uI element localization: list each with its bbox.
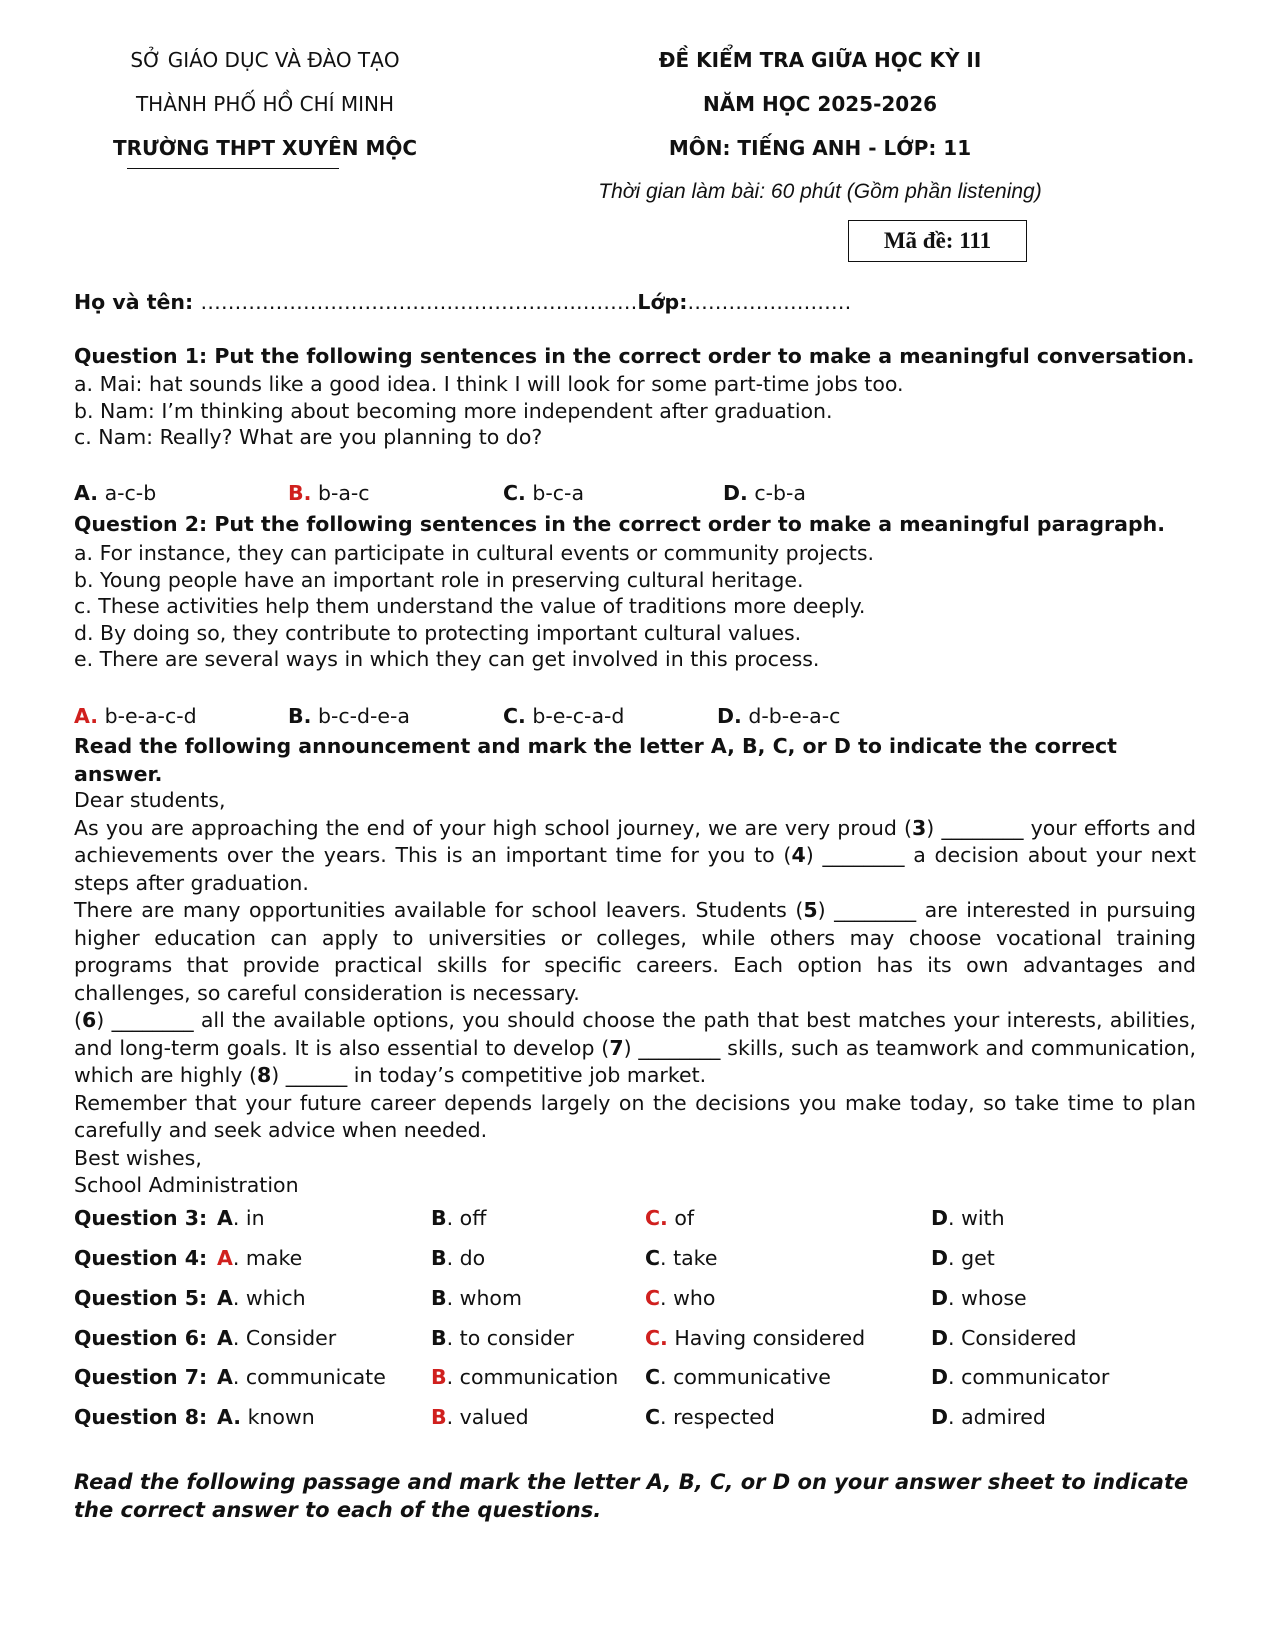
option-text: . communicative [660, 1365, 831, 1389]
option-letter: B [431, 1206, 447, 1230]
option-letter: D [931, 1326, 949, 1350]
q2-option-d[interactable] [717, 704, 840, 728]
option-c[interactable] [645, 1206, 694, 1230]
option-text: b-e-a-c-d [98, 704, 197, 728]
option-text: . off [446, 1206, 487, 1230]
closing: Best wishes, [74, 1145, 202, 1170]
question-label: Question 6: [74, 1326, 208, 1350]
exam-title: ĐỀ KIỂM TRA GIỮA HỌC KỲ II [658, 48, 982, 72]
time-note: Thời gian làm bài: 60 phút (Gồm phần listening) [598, 180, 1042, 203]
question-row-3 [74, 1206, 1234, 1236]
blank-number-8: 8 [256, 1063, 272, 1087]
option-text: . do [446, 1246, 486, 1270]
option-a[interactable] [217, 1405, 315, 1429]
option-a[interactable] [217, 1286, 306, 1310]
option-text: b-c-a [525, 481, 585, 505]
option-b[interactable] [431, 1246, 485, 1270]
option-d[interactable] [931, 1326, 1077, 1350]
announcement-instruction: Read the following announcement and mark the letter A, B, C, or D to indicate the correct answer. [74, 734, 1117, 786]
option-letter: D. [723, 481, 748, 505]
question-row-8 [74, 1405, 1234, 1435]
option-letter: D. [717, 704, 742, 728]
question-label: Question 3: [74, 1206, 208, 1230]
option-letter-correct: A. [74, 704, 99, 728]
q1-line-b: b. Nam: I’m thinking about becoming more independent after graduation. [74, 399, 833, 423]
option-text: . make [232, 1246, 303, 1270]
q2-line-a: a. For instance, they can participate in cultural events or community projects. [74, 541, 875, 565]
question-label: Question 8: [74, 1405, 208, 1429]
option-text: . get [948, 1246, 995, 1270]
option-letter: B [431, 1286, 447, 1310]
option-c[interactable] [645, 1405, 775, 1429]
school-underline [127, 168, 339, 169]
option-letter: C. [645, 1326, 668, 1350]
blank-number-4: 4 [791, 843, 806, 867]
option-letter: D [931, 1405, 949, 1429]
option-letter: A [217, 1326, 233, 1350]
option-text: . respected [660, 1405, 775, 1429]
option-text: . Consider [232, 1326, 337, 1350]
option-letter: B. [288, 704, 312, 728]
q2-title: Question 2: Put the following sentences in the correct order to make a meaningful paragraph. [74, 512, 1166, 536]
option-letter: D [931, 1286, 949, 1310]
name-blank[interactable]: ……………………………………………….……… [200, 290, 638, 314]
option-b[interactable] [431, 1206, 486, 1230]
q1-title: Question 1: Put the following sentences in the correct order to make a meaningful conversation. [74, 344, 1195, 368]
q2-line-b: b. Young people have an important role in preserving cultural heritage. [74, 568, 804, 592]
option-letter: D [931, 1206, 949, 1230]
option-letter: C [645, 1365, 661, 1389]
department-name: SỞ GIÁO DỤC VÀ ĐÀO TẠO [130, 48, 400, 72]
signature: School Administration [74, 1173, 299, 1197]
q2-option-c[interactable] [503, 704, 624, 728]
option-text: . who [660, 1286, 716, 1310]
option-letter: A [217, 1286, 233, 1310]
blank-number-7: 7 [609, 1035, 624, 1060]
question-row-4 [74, 1246, 1234, 1276]
option-text: . whose [948, 1286, 1027, 1310]
option-d[interactable] [931, 1405, 1046, 1429]
q1-option-b[interactable] [288, 481, 370, 505]
class-label: Lớp: [637, 290, 688, 314]
option-text: . communicate [232, 1365, 386, 1389]
option-text: . communication [446, 1365, 619, 1389]
blank-number-5: 5 [803, 898, 818, 922]
option-text: . whom [446, 1286, 522, 1310]
option-text: b-e-c-a-d [525, 704, 625, 728]
q1-option-d[interactable] [723, 481, 806, 505]
city-name: THÀNH PHỐ HỒ CHÍ MINH [135, 92, 395, 116]
school-name: TRƯỜNG THPT XUYÊN MỘC [112, 136, 418, 160]
student-info-line [74, 290, 851, 314]
option-letter-correct: B. [288, 481, 312, 505]
passage-instruction: Read the following passage and mark the letter A, B, C, or D on your answer sheet to indicate the correct answer to each of the questions. [74, 1470, 1189, 1522]
q1-option-a[interactable] [74, 481, 156, 505]
option-text: known [241, 1405, 315, 1429]
option-text: b-a-c [311, 481, 370, 505]
option-b[interactable] [431, 1286, 522, 1310]
paragraph-3: (6) ________ all the available options, you should choose the path that best matches your interests, abilities, and long-term goals. It is also essential to develop (7) ________ skills, such as teamwork and communication, which are highly (8) ______ in today’s competitive job market. [74, 1008, 1196, 1087]
option-letter: B [431, 1405, 447, 1429]
option-text: Having considered [667, 1326, 866, 1350]
option-c[interactable] [645, 1286, 715, 1310]
option-text: . in [232, 1206, 265, 1230]
option-c[interactable] [645, 1326, 865, 1350]
option-text: . take [660, 1246, 718, 1270]
option-letter: B [431, 1246, 447, 1270]
option-b[interactable] [431, 1326, 574, 1350]
option-a[interactable] [217, 1206, 265, 1230]
option-letter: C [645, 1405, 661, 1429]
blank-number-3: 3 [912, 815, 927, 840]
option-letter: B [431, 1365, 447, 1389]
option-c[interactable] [645, 1365, 831, 1389]
option-text: d-b-e-a-c [741, 704, 841, 728]
exam-code-box: Mã đề: 111 [848, 220, 1027, 262]
paragraph-2: There are many opportunities available for school leavers. Students (5) ________ are interested in pursuing higher education can apply to universities or colleges, while others may choose vocational training programs that provide practical skills for specific careers. Each option has its own advantages and challenges, so careful consideration is necessary. [74, 898, 1197, 1005]
option-text: . admired [948, 1405, 1046, 1429]
q2-line-e: e. There are several ways in which they can get involved in this process. [74, 647, 820, 671]
subject-grade: MÔN: TIẾNG ANH - LỚP: 11 [668, 136, 972, 160]
option-text: . to consider [446, 1326, 575, 1350]
question-row-6 [74, 1326, 1234, 1356]
option-b[interactable] [431, 1365, 618, 1389]
option-text: . Considered [948, 1326, 1077, 1350]
option-letter: A [217, 1206, 233, 1230]
paragraph-1: As you are approaching the end of your high school journey, we are very proud (3) ________ your efforts and achievements over the years. This is an important time for you to (4) ________ a decision about your next steps after graduation. [74, 815, 1197, 895]
option-text: of [667, 1206, 695, 1230]
option-letter: C. [503, 704, 526, 728]
school-year: NĂM HỌC 2025-2026 [702, 92, 938, 116]
option-text: . with [948, 1206, 1005, 1230]
option-c[interactable] [645, 1246, 717, 1270]
q2-line-d: d. By doing so, they contribute to protecting important cultural values. [74, 621, 802, 645]
option-text: b-c-d-e-a [311, 704, 410, 728]
option-letter: C. [645, 1206, 668, 1230]
option-text: c-b-a [747, 481, 806, 505]
option-text: . which [232, 1286, 306, 1310]
q1-option-c[interactable] [503, 481, 584, 505]
blank-number-6: 6 [82, 1008, 97, 1032]
announcement-body [74, 787, 1196, 1200]
question-label: Question 4: [74, 1246, 208, 1270]
option-letter: A [217, 1246, 233, 1270]
class-blank[interactable]: …………………… [687, 290, 852, 314]
option-letter: C [645, 1246, 661, 1270]
option-d[interactable] [931, 1206, 1005, 1230]
q2-option-a[interactable] [74, 704, 197, 728]
q2-option-b[interactable] [288, 704, 410, 728]
option-d[interactable] [931, 1365, 1109, 1389]
option-letter: A. [74, 481, 99, 505]
option-b[interactable] [431, 1405, 529, 1429]
option-text: . valued [446, 1405, 529, 1429]
option-d[interactable] [931, 1246, 995, 1270]
paragraph-4: Remember that your future career depends largely on the decisions you make today, so take time to plan carefully and seek advice when needed. [74, 1090, 1196, 1142]
q1-line-c: c. Nam: Really? What are you planning to do? [74, 425, 543, 449]
option-a[interactable] [217, 1365, 386, 1389]
option-d[interactable] [931, 1286, 1027, 1310]
q1-line-a: a. Mai: hat sounds like a good idea. I think I will look for some part-time jobs too. [74, 372, 904, 396]
question-label: Question 7: [74, 1365, 208, 1389]
option-a[interactable] [217, 1246, 302, 1270]
question-row-5 [74, 1286, 1234, 1316]
option-letter: C. [503, 481, 526, 505]
question-row-7 [74, 1365, 1234, 1395]
option-a[interactable] [217, 1326, 336, 1350]
option-letter: C [645, 1286, 661, 1310]
option-letter: B [431, 1326, 447, 1350]
option-letter: A. [217, 1405, 242, 1429]
q2-line-c: c. These activities help them understand the value of traditions more deeply. [74, 594, 866, 618]
option-text: a-c-b [98, 481, 157, 505]
question-label: Question 5: [74, 1286, 208, 1310]
option-letter: D [931, 1365, 949, 1389]
greeting: Dear students, [74, 788, 226, 812]
option-letter: A [217, 1365, 233, 1389]
name-label: Họ và tên: [74, 290, 201, 314]
option-letter: D [931, 1246, 949, 1270]
option-text: . communicator [948, 1365, 1110, 1389]
